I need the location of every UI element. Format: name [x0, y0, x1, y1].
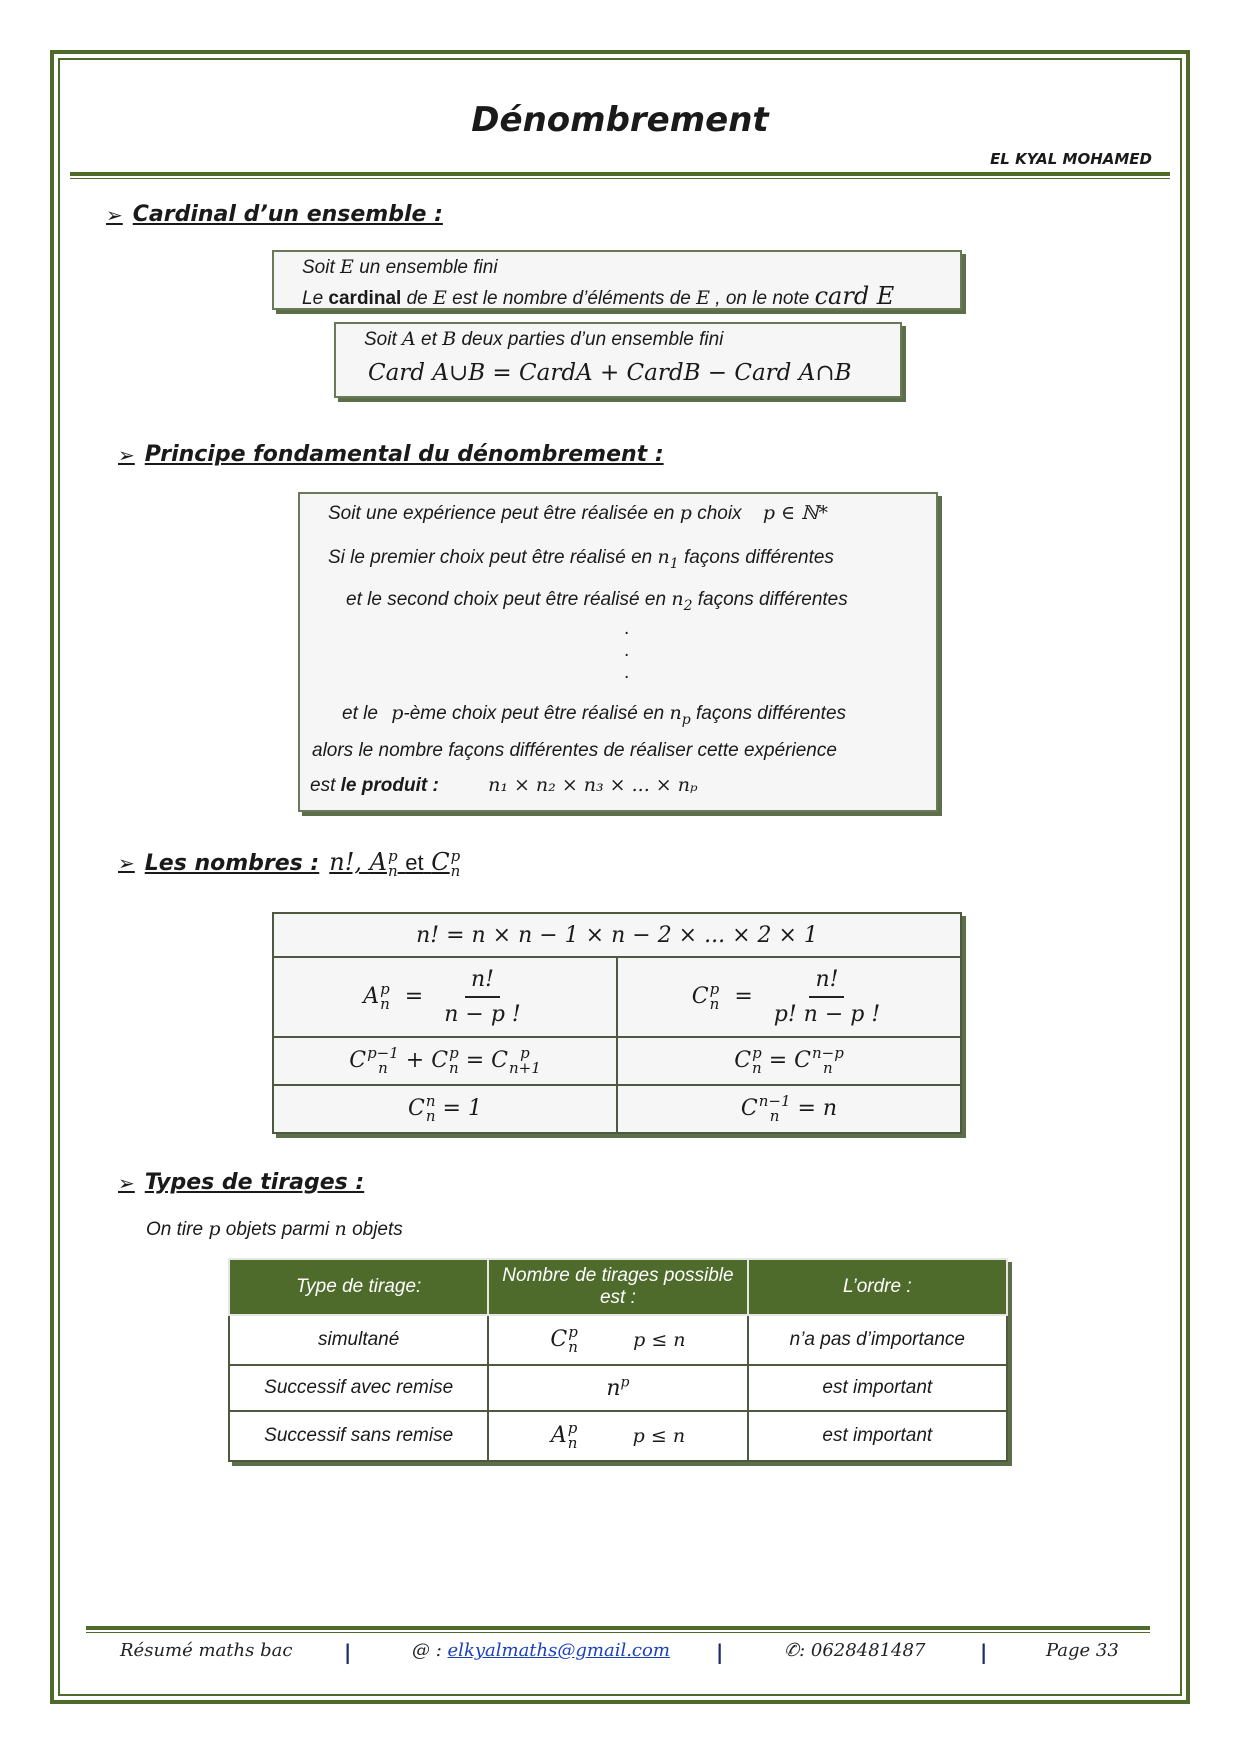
cell-nombre [488, 1411, 747, 1461]
sup: n [425, 1092, 436, 1110]
text: On tire [146, 1219, 204, 1240]
math-n-factorial: n!, [329, 848, 362, 876]
heading-cardinal-text: Cardinal d’un ensemble : [132, 202, 443, 227]
sub: n [378, 1059, 388, 1077]
sup: p [380, 980, 390, 998]
math-C: C [734, 1048, 752, 1073]
symmetry-formula [617, 1037, 961, 1085]
math-A: A [402, 328, 416, 350]
sup: p [620, 1374, 630, 1391]
math-p: p [391, 702, 404, 724]
table-row [273, 1037, 961, 1085]
table-row [229, 1365, 1007, 1411]
supsub [509, 1046, 541, 1076]
sup: p [520, 1044, 530, 1062]
math-C: C [691, 984, 709, 1009]
equals-C: = C [768, 1048, 811, 1073]
cnn-formula [273, 1085, 617, 1133]
cell-type: Successif sans remise [229, 1411, 488, 1461]
condition: p ≤ n [633, 1329, 686, 1351]
heading-nombres-text: Les nombres : [144, 850, 320, 876]
math-n: n [334, 1218, 347, 1240]
footer-phone: ✆: 0628481487 [784, 1640, 926, 1661]
footer-separator: | [716, 1640, 724, 1664]
text: un ensemble fini [359, 257, 498, 278]
cnn-1-formula [617, 1085, 961, 1133]
subscript: 2 [683, 597, 693, 614]
cell-type: Successif avec remise [229, 1365, 488, 1411]
cardinal-definition-box [272, 250, 962, 310]
cell-ordre: n’a pas d’importance [748, 1315, 1007, 1365]
arrow-bullet-icon: ➢ [106, 202, 123, 227]
footer-rule-thin [86, 1632, 1150, 1633]
math-E: E [433, 287, 447, 309]
email-link[interactable]: elkyalmaths@gmail.com [447, 1640, 670, 1661]
math-E: E [696, 287, 710, 309]
footer-email [412, 1640, 670, 1661]
supsub [426, 1094, 436, 1124]
math-n: n [606, 1376, 621, 1402]
bold-produit: le produit : [340, 775, 439, 796]
formulas-table [272, 912, 962, 1134]
text: -ème choix peut être réalisé en [403, 703, 665, 724]
arrow-bullet-icon: ➢ [118, 442, 135, 467]
cardinal-line1 [302, 256, 498, 279]
equals: = [734, 984, 753, 1009]
text: Le [302, 288, 324, 309]
text: est [310, 775, 336, 796]
supsub [752, 1046, 762, 1076]
math-Anp [550, 1419, 578, 1452]
principe-line4 [342, 702, 846, 728]
math-p: p [679, 502, 692, 524]
heading-principe-text: Principe fondamental du dénombrement : [144, 442, 664, 467]
cell-nombre [488, 1365, 747, 1411]
subscript: 1 [669, 555, 679, 572]
text: façons différentes [697, 589, 848, 610]
plus-C: + C [405, 1048, 449, 1073]
text: et [421, 329, 437, 350]
sup: p [449, 1044, 459, 1062]
math-n1 [657, 546, 679, 572]
table-row [273, 913, 961, 957]
heading-nombres-math [329, 848, 460, 879]
heading-tirages [118, 1170, 364, 1195]
ellipsis-dot: . [624, 640, 630, 661]
supsub [367, 1046, 399, 1076]
table-header-row [229, 1259, 1007, 1315]
math-cardE: card E [814, 282, 895, 310]
sub: n [380, 995, 390, 1013]
text: est le nombre d’éléments de [452, 288, 691, 309]
cell-ordre: est important [748, 1411, 1007, 1461]
sub: n [823, 1059, 833, 1077]
text: façons différentes [696, 703, 847, 724]
text: Soit [364, 329, 397, 350]
header-ordre: L’ordre : [748, 1259, 1007, 1315]
author-name: EL KYAL MOHAMED [990, 150, 1152, 168]
math-n: n [671, 588, 684, 610]
math-Cnp [550, 1323, 578, 1356]
factorial-formula: n! = n × n − 1 × n − 2 × ... × 2 × 1 [273, 913, 961, 957]
principe-line6 [310, 774, 698, 797]
math-A: A [550, 1423, 567, 1448]
bold-cardinal: cardinal [328, 288, 402, 309]
header-nombre: Nombre de tirages possible est : [488, 1259, 747, 1315]
arrow-bullet-icon: ➢ [118, 1170, 135, 1195]
page-title: Dénombrement [471, 100, 769, 140]
pascal-formula [273, 1037, 617, 1085]
heading-cardinal [106, 202, 443, 227]
sup: p [450, 846, 461, 865]
equals-C: = C [465, 1048, 508, 1073]
supsub [450, 846, 461, 880]
footer-separator: | [980, 1640, 988, 1664]
sub: n [709, 995, 720, 1013]
numerator: n! [809, 967, 844, 998]
sup: p [568, 1323, 578, 1341]
sup: n−p [811, 1044, 844, 1062]
sub: n [449, 1059, 459, 1077]
text: façons différentes [683, 547, 834, 568]
arrow-bullet-icon: ➢ [118, 851, 135, 876]
sub: n+1 [508, 1059, 541, 1077]
ellipsis-dot: . [624, 662, 630, 683]
math-n: n [657, 546, 670, 568]
union-cardinal-box [334, 322, 902, 398]
union-line1 [364, 328, 723, 351]
sup: p [709, 980, 720, 998]
numerator: n! [465, 967, 500, 998]
math-p: p [208, 1218, 221, 1240]
equals-one: = 1 [442, 1096, 482, 1121]
text: choix [697, 503, 742, 524]
text: Soit une expérience peut être réalisée en [328, 503, 675, 524]
math-A: A [363, 984, 380, 1009]
subscript: p [681, 711, 691, 728]
fraction [438, 967, 527, 1027]
principe-line2 [328, 546, 834, 572]
math-E: E [340, 256, 354, 278]
table-row [229, 1315, 1007, 1365]
math-C: C [349, 1048, 367, 1073]
math-n2 [671, 588, 693, 614]
sup: p [752, 1044, 762, 1062]
tirages-intro [146, 1218, 403, 1241]
text: Si le premier choix peut être réalisé en [328, 547, 653, 568]
sub: n [387, 861, 398, 880]
denominator: p! n − p ! [773, 1002, 881, 1027]
equals: = [404, 984, 424, 1009]
math-np [669, 702, 691, 728]
table-row [273, 1085, 961, 1133]
text: et le second choix peut être réalisé en [346, 589, 667, 610]
sub: n [425, 1107, 436, 1125]
text: , on le note [715, 288, 810, 309]
arrangement-formula [273, 957, 617, 1037]
tirages-table [228, 1258, 1008, 1462]
page-number: Page 33 [1046, 1640, 1119, 1661]
sup: p−1 [367, 1044, 399, 1062]
math-n: n [669, 702, 682, 724]
text-et: et [405, 850, 424, 875]
sub: n [769, 1107, 780, 1125]
supsub [710, 982, 720, 1012]
sub: n [568, 1338, 578, 1356]
math-C: C [408, 1096, 425, 1121]
text: objets [352, 1219, 403, 1240]
sub: n [752, 1059, 762, 1077]
heading-principe [118, 442, 664, 467]
combination-formula [617, 957, 961, 1037]
supsub [568, 1325, 578, 1355]
math-n-power-p [606, 1376, 629, 1401]
footer-separator: | [344, 1640, 352, 1664]
heading-tirages-text: Types de tirages : [144, 1170, 365, 1195]
table-row [229, 1411, 1007, 1461]
header-rule [70, 172, 1170, 176]
cardinal-line2 [302, 282, 894, 310]
principe-line3 [346, 588, 848, 614]
cell-type: simultané [229, 1315, 488, 1365]
cell-nombre [488, 1315, 747, 1365]
header-rule-thin [70, 178, 1170, 179]
math-C: C [431, 848, 450, 876]
principe-box [298, 492, 938, 812]
supsub [380, 982, 390, 1012]
supsub [387, 846, 398, 880]
footer-left: Résumé maths bac [120, 1640, 293, 1661]
sup: p [567, 1419, 578, 1437]
math-p-in-N: p ∈ ℕ* [762, 502, 829, 524]
header-type: Type de tirage: [229, 1259, 488, 1315]
sup: n−1 [758, 1092, 791, 1110]
principe-line1 [328, 502, 828, 525]
table-row [273, 957, 961, 1037]
text: Soit [302, 257, 335, 278]
denominator: n − p ! [444, 1002, 521, 1027]
text: deux parties d’un ensemble fini [461, 329, 724, 350]
math-C: C [740, 1096, 758, 1121]
text: de [406, 288, 428, 309]
supsub [759, 1094, 791, 1124]
ellipsis-dot: . [624, 618, 630, 639]
principe-line5: alors le nombre façons différentes de réaliser cette expérience [312, 740, 837, 761]
condition: p ≤ n [632, 1425, 686, 1447]
math-A: A [369, 848, 387, 876]
footer-rule [86, 1626, 1150, 1630]
math-B: B [442, 328, 457, 350]
text: et le [342, 703, 378, 724]
supsub [812, 1046, 844, 1076]
supsub [449, 1046, 459, 1076]
product-formula: n₁ × n₂ × n₃ × ... × nₚ [488, 774, 698, 796]
sub: n [567, 1434, 578, 1452]
heading-nombres [118, 848, 460, 879]
equals-n: = n [797, 1096, 838, 1121]
text: objets parmi [225, 1219, 330, 1240]
supsub [568, 1421, 578, 1451]
union-formula: Card A∪B = CardA + CardB − Card A∩B [368, 360, 852, 386]
email-prefix: @ : [412, 1640, 442, 1661]
fraction [768, 967, 886, 1027]
math-C: C [550, 1327, 568, 1352]
sup: p [387, 846, 398, 865]
sub: n [450, 861, 461, 880]
cell-ordre: est important [748, 1365, 1007, 1411]
